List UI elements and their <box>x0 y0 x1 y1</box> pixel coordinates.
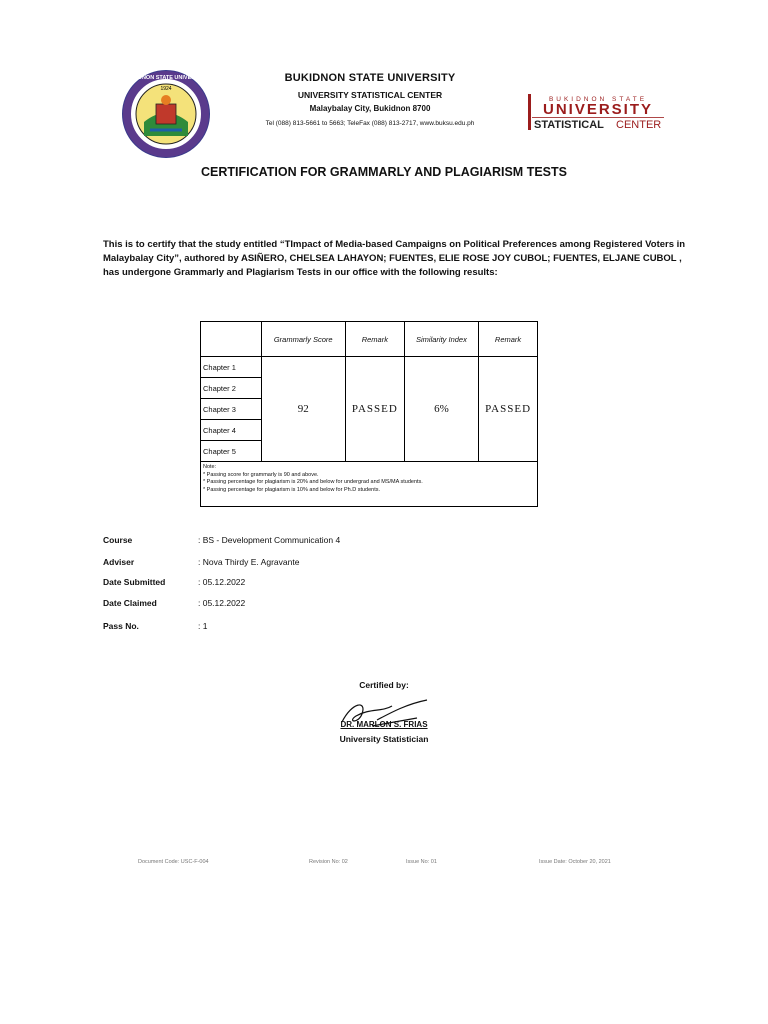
grammarly-score: 92 <box>261 357 345 462</box>
similarity-index-header: Similarity Index <box>404 322 478 357</box>
address: Malaybalay City, Bukidnon 8700 <box>309 104 431 113</box>
course-label: Course <box>103 535 133 545</box>
note-line: * Passing percentage for plagiarism is 10% and below for Ph.D students. <box>203 486 381 493</box>
similarity-index: 6% <box>404 357 478 462</box>
notes-row <box>201 462 538 507</box>
adviser-value: : Nova Thirdy E. Agravante <box>198 557 300 567</box>
certified-by-label: Certified by: <box>359 680 409 690</box>
chapter-label: Chapter 3 <box>201 399 262 420</box>
grammarly-score-header: Grammarly Score <box>261 322 345 357</box>
signatory-title: University Statistician <box>339 734 429 744</box>
issue-no: Issue No: 01 <box>406 859 437 865</box>
date-claimed-value: : 05.12.2022 <box>198 598 246 608</box>
grammarly-remark: PASSED <box>345 357 404 462</box>
svg-text:BUKIDNON STATE: BUKIDNON STATE <box>548 96 648 103</box>
note-line: * Passing score for grammarly is 90 and above. <box>203 471 319 478</box>
contact-info: Tel (088) 813-5661 to 5663; TeleFax (088) 813-2717, www.buksu.edu.ph <box>265 120 475 127</box>
chapter-label: Chapter 5 <box>201 441 262 462</box>
svg-text:UNIVERSITY: UNIVERSITY <box>542 101 654 118</box>
results-table <box>200 321 538 507</box>
chapter-label: Chapter 4 <box>201 420 262 441</box>
svg-text:STATISTICAL: STATISTICAL <box>534 119 604 131</box>
note-line: * Passing percentage for plagiarism is 20% and below for undergrad and MS/MA students. <box>203 479 423 485</box>
university-seal-logo <box>122 70 210 158</box>
revision-no: Revision No: 02 <box>309 859 348 865</box>
date-submitted-value: : 05.12.2022 <box>198 577 246 587</box>
remark-header: Remark <box>345 322 404 357</box>
remark-header: Remark <box>479 322 538 357</box>
svg-text:1924: 1924 <box>160 86 172 92</box>
course-value: : BS - Development Communication 4 <box>198 535 341 545</box>
signatory-name: DR. MARLON S. FRIAS <box>340 720 428 729</box>
pass-no-label: Pass No. <box>103 621 139 631</box>
adviser-label: Adviser <box>103 557 135 567</box>
issue-date: Issue Date: October 20, 2021 <box>539 859 611 865</box>
chapter-label: Chapter 1 <box>201 357 262 378</box>
date-claimed-label: Date Claimed <box>103 598 157 608</box>
notes-cell <box>201 462 538 507</box>
table-header-row <box>201 322 538 357</box>
similarity-remark: PASSED <box>479 357 538 462</box>
statistical-center-logo <box>528 92 664 132</box>
table-row <box>201 357 538 378</box>
pass-no-value: : 1 <box>198 621 208 631</box>
date-submitted-label: Date Submitted <box>103 577 166 587</box>
center-name: UNIVERSITY STATISTICAL CENTER <box>297 90 443 100</box>
blank-header-cell <box>201 322 262 357</box>
svg-text:BUKIDNON STATE UNIVERSITY: BUKIDNON STATE UNIVERSITY <box>124 75 208 81</box>
svg-text:CENTER: CENTER <box>616 119 662 131</box>
university-name: BUKIDNON STATE UNIVERSITY <box>284 72 456 84</box>
page-title: CERTIFICATION FOR GRAMMARLY AND PLAGIARISM TESTS <box>201 165 567 179</box>
chapter-label: Chapter 2 <box>201 378 262 399</box>
document-code: Document Code: USC-F-004 <box>138 859 209 865</box>
note-line: Note: <box>203 464 217 470</box>
certification-statement: This is to certify that the study entitled “TImpact of Media-based Campaigns on Political Preferences among Registered Voters in Malaybalay City”, authored by ASIÑERO, CHELSEA LAHAYON; FUENTES, ELIE ROSE JOY CUBOL; FUENTES, ELJANE CUBOL , has undergone Grammarly and Plagiarism Tests in our office with the following results: <box>103 239 686 278</box>
